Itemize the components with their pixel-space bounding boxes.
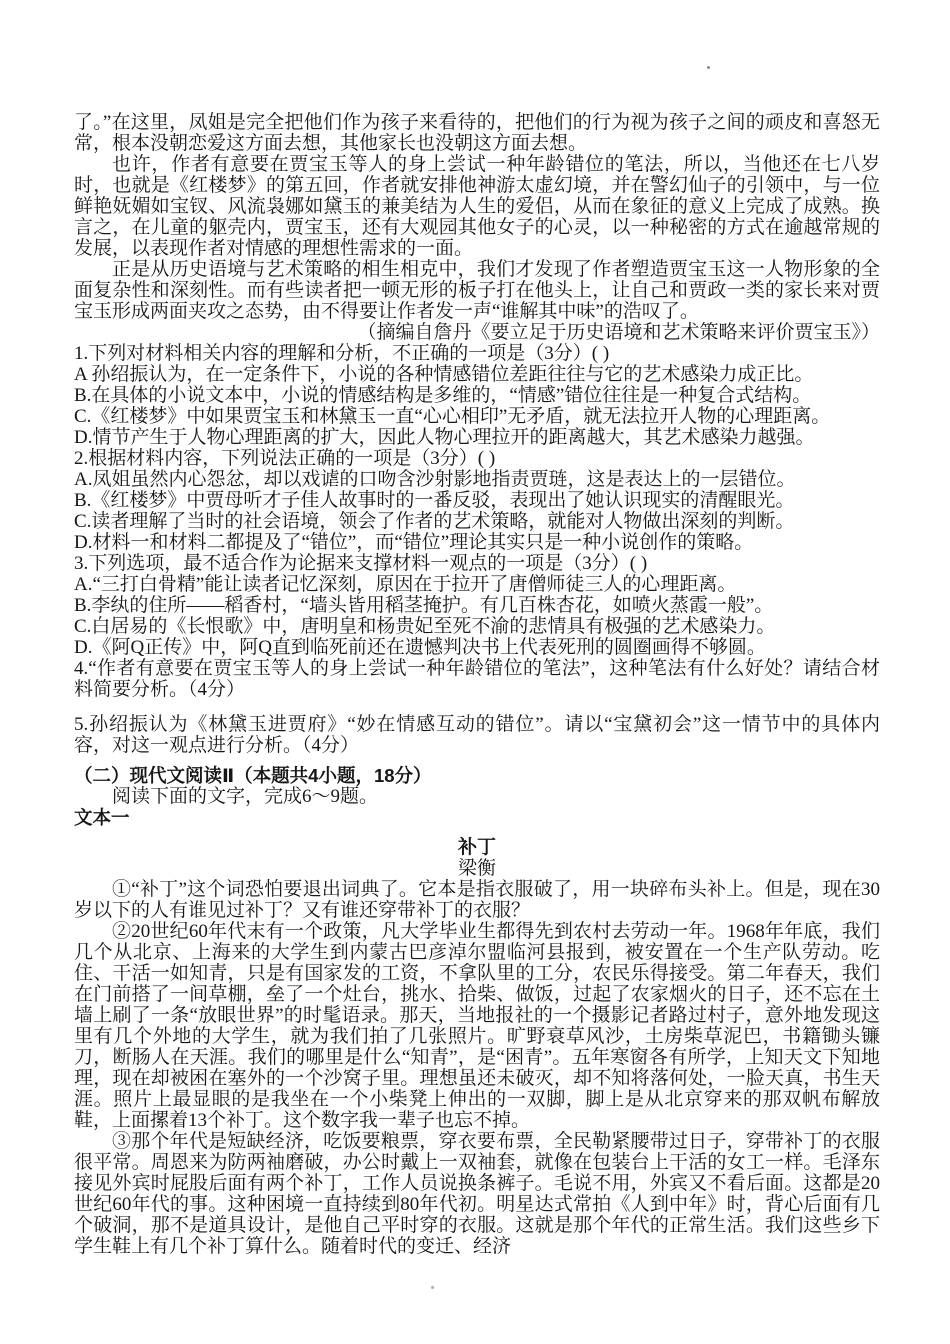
- question-3-option-b: B.李纨的住所——稻香村，“墙头皆用稻茎掩护。有几百株杏花，如喷火蒸霞一般”。: [74, 595, 774, 616]
- scan-artifact-dot: [707, 66, 710, 69]
- question-1-option-a: A 孙绍振认为，在一定条件下，小说的各种情感错位差距往往与它的艺术感染力成正比。: [74, 364, 814, 385]
- question-5: 5.孙绍振认为《林黛玉进贾府》“妙在情感互动的错位”。请以“宝黛初会”这一情节中的具体内容，对这一观点进行分析。（4分）: [74, 714, 880, 756]
- question-1-option-c: C.《红楼梦》中如果贾宝玉和林黛玉一直“心心相印”无矛盾，就无法拉开人物的心理距离。: [74, 406, 831, 427]
- question-2-option-d: D.材料一和材料二都提及了“错位”，而“错位”理论其实只是一种小说创作的策略。: [74, 532, 754, 553]
- question-1-option-d: D.情节产生于人物心理距离的扩大，因此人物心理拉开的距离越大，其艺术感染力越强。: [74, 427, 815, 448]
- question-2-stem: 2.根据材料内容，下列说法正确的一项是（3分）( ): [74, 448, 496, 469]
- question-2-option-a: A.凤姐虽然内心怨忿，却以戏谑的口吻含沙射影地指责贾琏，这是表达上的一层错位。: [74, 469, 796, 490]
- source-attribution: （摘编自詹丹《要立足于历史语境和艺术策略来评价贾宝玉》）: [357, 322, 880, 343]
- essay-paragraph-3: ③那个年代是短缺经济，吃饭要粮票，穿衣要布票，全民勒紧腰带过日子，穿带补丁的衣服很平常。周恩来为防两袖磨破，办公时戴上一双袖套，就像在包装台上干活的女工一样。毛泽东接见外宾时屁股后面有两个补丁，工作人员说换条裤子。毛说不用，外宾又不看后面。这都是20世纪60年代的事。这种困境一直持续到80年代初。明星达式常拍《人到中年》时，背心后面有几个破洞，那不是道具设计，是他自己平时穿的衣服。这就是那个年代的正常生活。我们这些乡下学生鞋上有几个补丁算什么。随着时代的变迁、经济: [74, 1131, 880, 1257]
- essay-paragraph-1: ①“补丁”这个词恐怕要退出词典了。它本是指衣服破了，用一块碎布头补上。但是，现在30岁以下的人有谁见过补丁？又有谁还穿带补丁的衣服？: [74, 879, 880, 921]
- text-label: 文本一: [74, 807, 130, 828]
- question-2-option-c: C.读者理解了当时的社会语境，领会了作者的艺术策略，就能对人物做出深刻的判断。: [74, 511, 795, 532]
- essay-paragraph-2: ②20世纪60年代末有一个政策，凡大学毕业生都得先到农村去劳动一年。1968年年底，我们几个从北京、上海来的大学生到内蒙古巴彦淖尔盟临河县报到，被安置在一个生产队劳动。吃住、干活一如知青，只是有国家发的工资，不拿队里的工分，农民乐得接受。第二年春天，我们在门前搭了一间草棚，垒了一个灶台，挑水、拾柴、做饭，过起了农家烟火的日子，还不忘在土墙上刷了一条“放眼世界”的时髦语录。那天，当地报社的一个摄影记者路过村子，意外地发现这里有几个外地的大学生，就为我们拍了几张照片。旷野衰草风沙，土房柴草泥巴，书籍锄头镰刀，断肠人在天涯。我们的哪里是什么“知青”，是“困青”。五年寒窗各有所学，上知天文下知地理，现在却被困在塞外的一个沙窝子里。理想虽还未破灭，却不知将落何处，一脸天真，书生天涯。照片上最显眼的是我坐在一个小柴凳上伸出的一双脚，脚上是从北京穿来的那双帆布解放鞋，上面摞着13个补丁。这个数字我一辈子也忘不掉。: [74, 921, 880, 1131]
- essay-title: 补丁: [457, 837, 496, 858]
- question-1-option-b: B.在具体的小说文本中，小说的情感结构是多维的，“情感”错位往往是一种复合式结构。: [74, 385, 812, 406]
- question-1-stem: 1.下列对材料相关内容的理解和分析，不正确的一项是（3分）( ): [74, 343, 610, 364]
- question-3-option-c: C.白居易的《长恨歌》中，唐明皇和杨贵妃至死不渝的悲情具有极强的艺术感染力。: [74, 616, 776, 637]
- essay-author: 梁衡: [457, 858, 496, 879]
- question-2-option-b: B.《红楼梦》中贾母听才子佳人故事时的一番反驳，表现出了她认识现实的清醒眼光。: [74, 490, 795, 511]
- material-paragraph-3: 正是从历史语境与艺术策略的相生相克中，我们才发现了作者塑造贾宝玉这一人物形象的全面复杂性和深刻性。而有些读者把一顿无形的板子打在他头上，让自己和贾政一类的家长来对贾宝玉形成两面夹攻之态势，由不得要让作者发一声“谁解其中味”的浩叹了。: [74, 259, 880, 322]
- material-continued-paragraph: 了。”在这里，凤姐是完全把他们作为孩子来看待的，把他们的行为视为孩子之间的顽皮和喜怒无常，根本没朝恋爱这方面去想，其他家长也没朝这方面去想。: [74, 112, 880, 154]
- question-3-option-d: D.《阿Q正传》中，阿Q直到临死前还在遗憾判决书上代表死刑的圆圈画得不够圆。: [74, 637, 766, 658]
- section-heading: （二）现代文阅读Ⅱ（本题共4小题，18分）: [74, 765, 432, 786]
- reading-instruction: 阅读下面的文字，完成6～9题。: [112, 786, 379, 807]
- question-3-stem: 3.下列选项，最不适合作为论据来支撑材料一观点的一项是（3分）( ): [74, 553, 648, 574]
- material-paragraph-2: 也许，作者有意要在贾宝玉等人的身上尝试一种年龄错位的笔法，所以，当他还在七八岁时，也就是《红楼梦》的第五回，作者就安排他神游太虚幻境，并在警幻仙子的引领中，与一位鲜艳妩媚如宝钗、风流袅娜如黛玉的兼美结为人生的爱侣，从而在象征的意义上完成了成熟。换言之，在儿童的躯壳内，贾宝玉，还有大观园其他女子的心灵，以一种秘密的方式在逾越常规的发展，以表现作者对情感的理想性需求的一面。: [74, 154, 880, 259]
- document-body: [74, 112, 880, 1257]
- question-3-option-a: A.“三打白骨精”能让读者记忆深刻，原因在于拉开了唐僧师徒三人的心理距离。: [74, 574, 737, 595]
- scan-artifact-dot: [431, 1286, 434, 1289]
- question-4: 4.“作者有意要在贾宝玉等人的身上尝试一种年龄错位的笔法”，这种笔法有什么好处？请结合材料简要分析。（4分）: [74, 658, 880, 700]
